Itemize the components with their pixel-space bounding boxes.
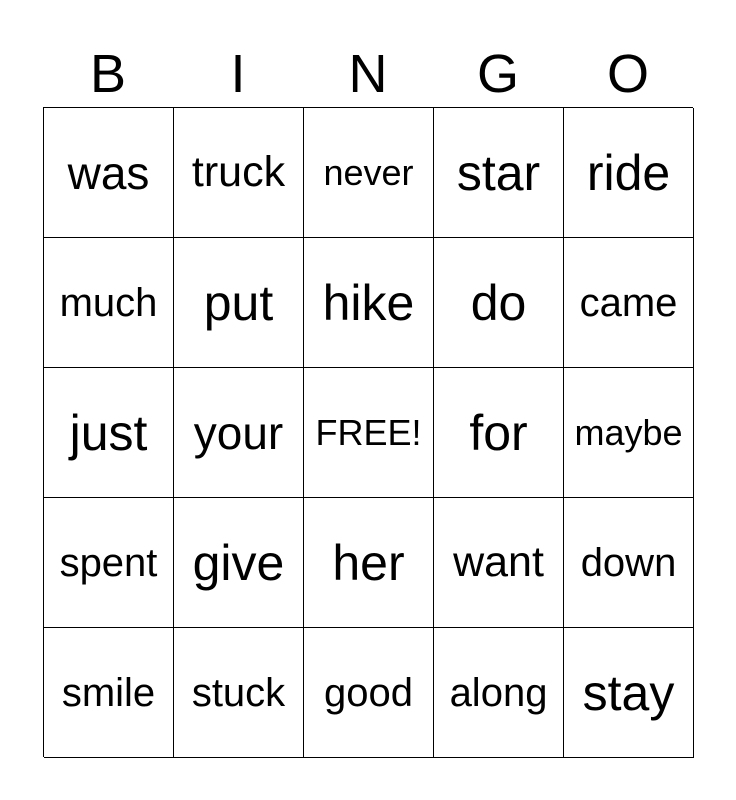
bingo-cell[interactable]: was [44, 108, 174, 238]
header-letter-g: G [476, 44, 519, 104]
bingo-cell[interactable]: for [434, 368, 564, 498]
header-letter-b: B [89, 44, 127, 104]
bingo-cell[interactable]: just [44, 368, 174, 498]
bingo-cell[interactable]: much [44, 238, 174, 368]
bingo-cell[interactable]: good [304, 628, 434, 758]
bingo-cell[interactable]: down [564, 498, 694, 628]
header-letter-n: N [348, 44, 388, 104]
bingo-cell[interactable]: give [174, 498, 304, 628]
bingo-cell[interactable]: truck [174, 108, 304, 238]
bingo-cell[interactable]: want [434, 498, 564, 628]
bingo-cell[interactable]: came [564, 238, 694, 368]
bingo-cell[interactable]: hike [304, 238, 434, 368]
bingo-cell[interactable]: her [304, 498, 434, 628]
bingo-cell[interactable]: along [434, 628, 564, 758]
bingo-cell[interactable]: your [174, 368, 304, 498]
header-letter-i: I [230, 44, 246, 104]
bingo-board [43, 107, 693, 757]
bingo-cell[interactable]: spent [44, 498, 174, 628]
free-space-cell[interactable]: FREE! [304, 368, 434, 498]
header-letter-o: O [606, 44, 649, 104]
bingo-cell[interactable]: never [304, 108, 434, 238]
bingo-cell[interactable]: stay [564, 628, 694, 758]
bingo-cell[interactable]: put [174, 238, 304, 368]
bingo-cell[interactable]: do [434, 238, 564, 368]
bingo-cell[interactable]: maybe [564, 368, 694, 498]
bingo-header [43, 40, 693, 108]
bingo-cell[interactable]: star [434, 108, 564, 238]
bingo-cell[interactable]: smile [44, 628, 174, 758]
bingo-cell[interactable]: ride [564, 108, 694, 238]
bingo-cell[interactable]: stuck [174, 628, 304, 758]
